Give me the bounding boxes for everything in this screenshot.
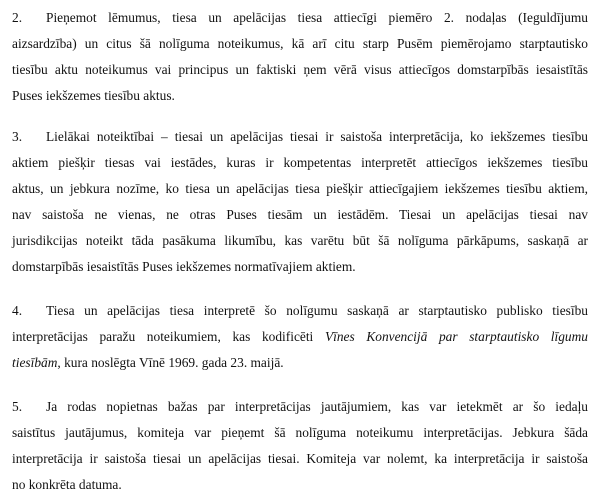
paragraph-3-line-5: jurisdikcijas noteikt tāda pasākuma likumību, kas varētu būt šā nolīguma pārkāpums, saskaņā ar xyxy=(12,233,588,248)
paragraph-3-line-6: domstarpībās iesaistītās Puses iekšzemes normatīvajiem aktiem. xyxy=(12,259,356,274)
paragraph-3-line-3: aktus, un jebkura nozīme, ko tiesa un apelācijas tiesa piešķir attiecīgajiem iekšzemes tiesību aktiem, xyxy=(12,181,588,196)
paragraph-5-line-4: no konkrēta datuma. xyxy=(12,477,122,492)
paragraph-3-line-4: nav saistoša ne vienas, ne otras Puses tiesām un iestādēm. Tiesai un apelācijas tiesai nav xyxy=(12,207,588,222)
paragraph-number: 5. xyxy=(12,399,23,414)
paragraph-2-line-3: tiesību aktu noteikumus vai principus un faktiski ņem vērā visus attiecīgos domstarpībās iesaistītās xyxy=(12,62,588,77)
paragraph-5-line-2: saistītus jautājumus, komiteja var pieņemt šā nolīguma noteikumu interpretācijas. Jebkura šāda xyxy=(12,425,588,440)
document-body xyxy=(12,0,588,498)
paragraph-5-line-3: interpretācija ir saistoša tiesai un apelācijas tiesai. Komiteja var nolemt, ka interpretācija ir saistoša xyxy=(12,451,588,466)
paragraph-number: 3. xyxy=(12,129,23,144)
paragraph-3 xyxy=(12,124,588,280)
paragraph-number: 4. xyxy=(12,303,23,318)
paragraph-5-line-1: 5. Ja rodas nopietnas bažas par interpretācijas jautājumiem, kas var ietekmēt ar šo iedaļu xyxy=(12,394,588,420)
paragraph-2-line-1: 2. Pieņemot lēmumus, tiesa un apelācijas tiesa attiecīgi piemēro 2. nodaļas (Ieguldījumu xyxy=(12,5,588,31)
paragraph-4-line-1: 4. Tiesa un apelācijas tiesa interpretē šo nolīgumu saskaņā ar starptautisko publisko tiesību xyxy=(12,298,588,324)
treaty-title-italic: Vīnes Konvencijā par starptautisko līgumu xyxy=(324,329,588,344)
paragraph-4-line-2: interpretācijas paražu noteikumiem, kas kodificēti Vīnes Konvencijā par starptautisko līgumu xyxy=(12,329,588,344)
paragraph-2-line-4: Puses iekšzemes tiesību aktus. xyxy=(12,88,175,103)
paragraph-5 xyxy=(12,394,588,498)
paragraph-4 xyxy=(12,298,588,376)
paragraph-number: 2. xyxy=(12,10,23,25)
paragraph-2 xyxy=(12,5,588,109)
paragraph-4-line-3: tiesībām, kura noslēgta Vīnē 1969. gada 23. maijā. xyxy=(12,355,284,370)
paragraph-2-line-2: aizsardzība) un citus šā nolīguma noteikumus, kā arī citu starp Pusēm piemērojamo starptautisko xyxy=(12,36,588,51)
treaty-title-italic-cont: tiesībām xyxy=(12,355,58,370)
paragraph-3-line-2: aktiem piešķir tiesas vai iestādes, kuras ir kompetentas interpretēt attiecīgos iekšzemes tiesību xyxy=(12,155,588,170)
paragraph-3-line-1: 3. Lielākai noteiktībai – tiesai un apelācijas tiesai ir saistoša interpretācija, ko iekšzemes tiesību xyxy=(12,124,588,150)
